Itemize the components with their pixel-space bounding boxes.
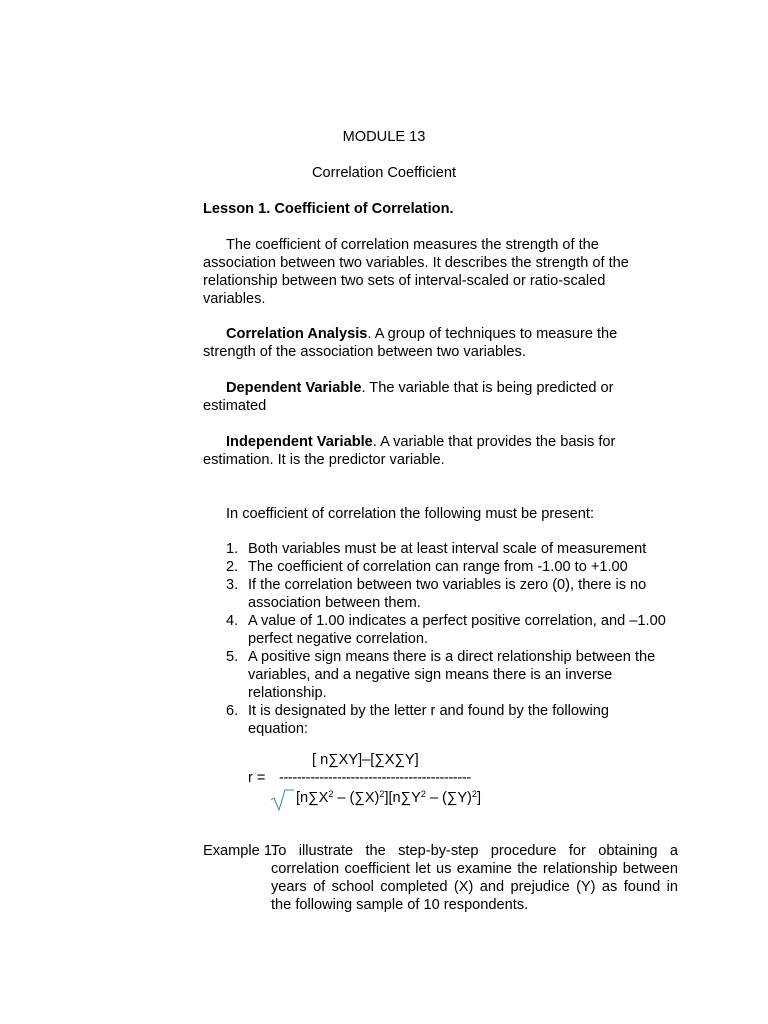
list-number: 1. xyxy=(226,541,239,557)
module-title: MODULE 13 xyxy=(342,129,426,145)
intro-paragraph: The coefficient of correlation measures the strength of the association between two variables. It describes the strength of the relationship between two sets of interval-scaled or ratio-scaled variables. xyxy=(203,237,629,307)
example-label: Example 1. xyxy=(203,843,277,859)
definition-text: . A group of techniques to measure the strength of the association between two variables. xyxy=(203,326,618,360)
list-item xyxy=(203,648,673,702)
definition-independent-variable xyxy=(203,433,643,469)
list-number: 2. xyxy=(226,559,239,575)
list-item xyxy=(203,558,673,576)
list-text: If the correlation between two variables is zero (0), there is no association between them. xyxy=(248,577,647,611)
formula-denominator: $[n\sum X^2 - (\sum X)^2][n\sum Y^2 - (\sum Y)^2]$ xyxy=(296,789,481,806)
definition-correlation-analysis xyxy=(203,325,643,361)
example-paragraph xyxy=(203,842,678,914)
list-text: It is designated by the letter r and found by the following equation: xyxy=(248,703,610,737)
definition-text: . The variable that is being predicted or estimated xyxy=(203,380,614,414)
definition-term: Dependent Variable xyxy=(226,380,362,396)
list-item xyxy=(203,612,673,648)
list-text: A positive sign means there is a direct relationship between the variables, and a negative sign means there is an inverse relationship. xyxy=(248,649,656,701)
example-text: To illustrate the step-by-step procedure for obtaining a correlation coefficient let us examine the relationship between years of school completed (X) and prejudice (Y) as found in the following sample of 10 respondents. xyxy=(271,843,678,913)
list-text: Both variables must be at least interval scale of measurement xyxy=(248,541,647,557)
list-number: 4. xyxy=(226,613,239,629)
formula-lhs: r = xyxy=(248,770,266,786)
list-text: The coefficient of correlation can range from -1.00 to +1.00 xyxy=(248,559,628,575)
list-item xyxy=(203,540,673,558)
formula-numerator: [ n∑XY]–[∑X∑Y] xyxy=(312,752,419,768)
definition-dependent-variable xyxy=(203,379,643,415)
page-subtitle: Correlation Coefficient xyxy=(311,165,457,181)
list-number: 5. xyxy=(226,649,239,665)
lesson-heading: Lesson 1. Coefficient of Correlation. xyxy=(203,201,454,217)
requirements-list xyxy=(203,540,673,738)
list-item xyxy=(203,576,673,612)
definition-text: . A variable that provides the basis for estimation. It is the predictor variable. xyxy=(203,434,616,468)
formula-fraction-bar: ------------------------------------------- xyxy=(279,770,471,786)
definition-term: Correlation Analysis xyxy=(226,326,368,342)
square-root-icon xyxy=(270,786,294,812)
list-number: 3. xyxy=(226,577,239,593)
list-number: 6. xyxy=(226,703,239,719)
correlation-formula xyxy=(248,752,508,812)
list-text: A value of 1.00 indicates a perfect positive correlation, and –1.00 perfect negative correlation. xyxy=(248,613,666,647)
list-item xyxy=(203,702,673,738)
definition-term: Independent Variable xyxy=(226,434,373,450)
list-intro: In coefficient of correlation the following must be present: xyxy=(226,506,595,522)
